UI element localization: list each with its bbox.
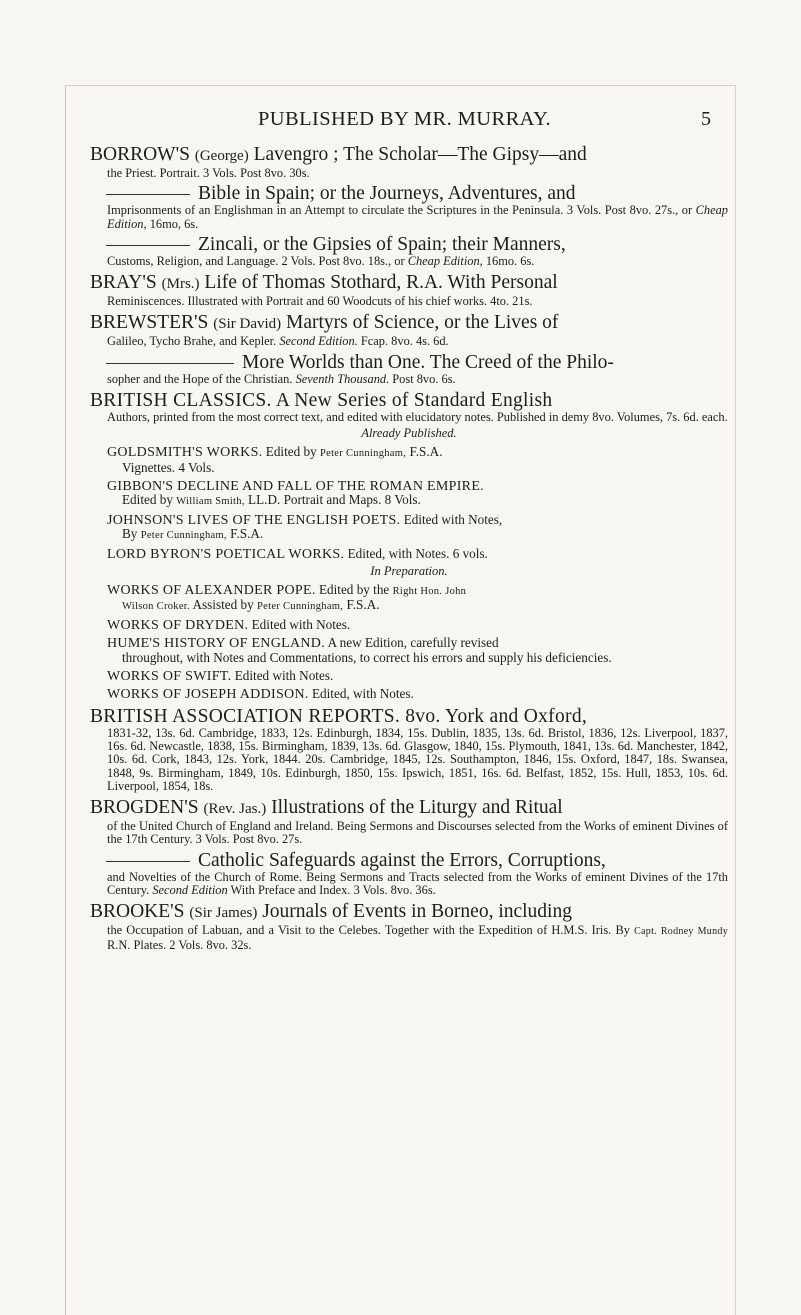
entry-bray-heading: BRAY'S (Mrs.) Life of Thomas Stothard, R.A. With Personal	[90, 272, 558, 294]
list-item-dryden: WORKS OF DRYDEN. Edited with Notes.	[107, 616, 351, 633]
entry-brogden-catholic-description: and Novelties of the Church of Rome. Being Sermons and Tracts selected from the Works of eminent Divines of the 17th Century. Second Edition With Preface and Index. 3 Vols. 8vo. 36s.	[107, 869, 728, 898]
entry-borrow-zincali-heading: Zincali, or the Gipsies of Spain; their Manners,	[90, 234, 728, 255]
list-item-johnson: JOHNSON'S LIVES OF THE ENGLISH POETS. Edited with Notes, By Peter Cunningham, F.S.A.	[107, 511, 503, 542]
catalogue-listing	[90, 144, 728, 952]
already-published-subheading: Already Published.	[361, 426, 457, 441]
entry-british-classics-heading: BRITISH CLASSICS. A New Series of Standard English	[90, 390, 553, 412]
entry-brogden-description: of the United Church of England and Ireland. Being Sermons and Discourses selected from the Works of eminent Divines of the 17th Century. 3 Vols. Post 8vo. 27s.	[107, 819, 728, 847]
entry-brooke-heading: BROOKE'S (Sir James) Journals of Events in Borneo, including	[90, 901, 572, 923]
entry-brogden-catholic-heading: Catholic Safeguards against the Errors, Corruptions,	[90, 850, 728, 871]
entry-brewster-more-description: sopher and the Hope of the Christian. Seventh Thousand. Post 8vo. 6s.	[107, 371, 456, 386]
entry-british-association-heading: BRITISH ASSOCIATION REPORTS. 8vo. York and Oxford,	[90, 705, 588, 727]
entry-borrow-bible-description: Imprisonments of an Englishman in an Attempt to circulate the Scriptures in the Peninsula. 3 Vols. Post 8vo. 27s., or Cheap Edition, 16mo, 6s.	[107, 203, 728, 231]
list-item-goldsmith: GOLDSMITH'S WORKS. Edited by Peter Cunningham, F.S.A. Vignettes. 4 Vols.	[107, 444, 443, 475]
entry-borrow-heading: BORROW'S (George) Lavengro ; The Scholar—The Gipsy—and	[90, 144, 587, 165]
entry-brogden-heading: BROGDEN'S (Rev. Jas.) Illustrations of the Liturgy and Ritual	[90, 797, 563, 819]
in-preparation-subheading: In Preparation.	[370, 563, 448, 578]
entry-brewster-description: Galileo, Tycho Brahe, and Kepler. Second Edition. Fcap. 8vo. 4s. 6d.	[107, 334, 449, 349]
list-item-gibbon: GIBBON'S DECLINE AND FALL OF THE ROMAN EMPIRE. Edited by William Smith, LL.D. Portrait and Maps. 8 Vols.	[107, 478, 484, 508]
running-head: PUBLISHED BY MR. MURRAY.	[258, 108, 552, 130]
entry-british-classics-description: Authors, printed from the most correct text, and edited with elucidatory notes. Published in demy 8vo. Volumes, 7s. 6d. each.	[107, 410, 728, 425]
entry-brooke-description: the Occupation of Labuan, and a Visit to the Celebes. Together with the Expedition of H.M.S. Iris. By Capt. Rodney Mundy R.N. Plates. 2 Vols. 8vo. 32s.	[107, 923, 728, 952]
page-number: 5	[701, 108, 711, 130]
entry-british-association-description: 1831-32, 13s. 6d. Cambridge, 1833, 12s. Edinburgh, 1834, 15s. Dublin, 1835, 13s. 6d. Bristol, 1836, 12s. Liverpool, 1837, 16s. 6d. Newcastle, 1838, 15s. Birmingham, 1839, 13s. 6d. Glasgow, 1840, 15s. Plymouth, 1841, 13s. 6d. Manchester, 1842, 10s. 6d. Cork, 1843, 12s. York, 1844. 20s. Cambridge, 1845, 12s. Southampton, 1846, 15s. Oxford, 1847, 18s. Swansea, 1848, 9s. Birmingham, 1849, 10s. Edinburgh, 1850, 15s. Ipswich, 1851, 16s. 6d. Belfast, 1852, 15s. Hull, 1853, 10s. 6d. Liverpool, 1854, 18s.	[107, 725, 728, 793]
page-frame-left	[65, 85, 66, 1315]
entry-brewster-more-heading: More Worlds than One. The Creed of the Philo-	[90, 352, 728, 373]
page-frame-top	[65, 85, 735, 86]
list-item-swift: WORKS OF SWIFT. Edited with Notes.	[107, 667, 334, 684]
list-item-addison: WORKS OF JOSEPH ADDISON. Edited, with Notes.	[107, 686, 414, 703]
list-item-hume: HUME'S HISTORY OF ENGLAND. A new Edition, carefully revised throughout, with Notes and Commentations, to correct his errors and supply his deficiencies.	[107, 635, 612, 665]
page-frame-right	[735, 85, 736, 1315]
entry-bray-description: Reminiscences. Illustrated with Portrait and 60 Woodcuts of his chief works. 4to. 21s.	[107, 294, 533, 309]
entry-borrow-description: the Priest. Portrait. 3 Vols. Post 8vo. 30s.	[107, 166, 310, 180]
list-item-pope: WORKS OF ALEXANDER POPE. Edited by the Right Hon. John Wilson Croker. Assisted by Peter Cunningham, F.S.A.	[107, 581, 467, 613]
entry-brewster-heading: BREWSTER'S (Sir David) Martyrs of Science, or the Lives of	[90, 312, 559, 334]
list-item-byron: LORD BYRON'S POETICAL WORKS. Edited, with Notes. 6 vols.	[107, 545, 488, 562]
entry-borrow-bible-heading: Bible in Spain; or the Journeys, Adventures, and	[90, 183, 728, 204]
entry-borrow-zincali-description: Customs, Religion, and Language. 2 Vols. Post 8vo. 18s., or Cheap Edition, 16mo. 6s.	[107, 253, 535, 268]
